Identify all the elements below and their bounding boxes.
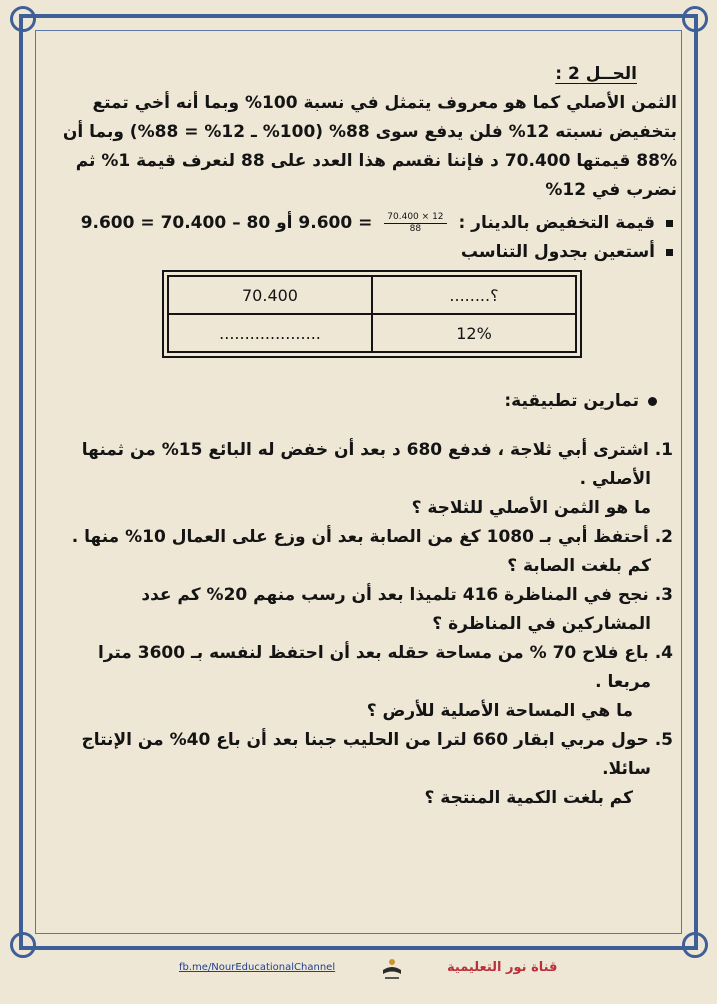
exercise-line: مربعا .	[595, 672, 651, 692]
exercise-line: الأصلي .	[579, 469, 651, 489]
solution-line: 88% قيمتها 70.400 د فإننا نقسم هذا العدد على 88 لنعرف قيمة 1% ثم	[75, 151, 677, 171]
exercise-question: ما هو الثمن الأصلي للثلاجة ؟	[411, 498, 651, 518]
fraction-numerator: 12 × 70.400	[384, 212, 446, 224]
discount-result: = 9.600 أو 80 – 70.400 = 9.600	[80, 213, 373, 233]
exercise-item	[40, 523, 677, 581]
document-body	[40, 60, 677, 813]
table-cell: ؟........	[372, 276, 576, 314]
exercise-line: المشاركين في المناظرة ؟	[432, 614, 651, 634]
corner-ornament	[10, 6, 36, 32]
ratio-hint-text: أستعين بجدول التناسب	[460, 242, 655, 262]
table-cell: ....................	[168, 314, 372, 352]
exercise-line: 3. نجح في المناظرة 416 تلميذا بعد أن رسب منهم 20% كم عدد	[141, 585, 673, 605]
table-cell: 70.400	[168, 276, 372, 314]
exercise-line: 1. اشترى أبي ثلاجة ، فدفع 680 د بعد أن خفض له البائع 15% من ثمنها	[81, 440, 673, 460]
exercises-heading	[40, 387, 661, 416]
fraction-denominator: 88	[409, 223, 422, 234]
facebook-link[interactable]: fb.me/NourEducationalChannel	[179, 962, 336, 973]
corner-ornament	[682, 6, 708, 32]
exercise-line: 4. باع فلاح 70 % من مساحة حقله بعد أن احتفظ لنفسه بـ 3600 مترا	[97, 643, 673, 663]
exercises-heading-text: تمارين تطبيقية:	[504, 391, 639, 411]
channel-logo-icon	[380, 956, 404, 984]
channel-name: قناة نور التعليمية	[447, 960, 558, 975]
exercise-line: 5. حول مربي ابقار 660 لترا من الحليب جبنا بعد أن باع 40% من الإنتاج	[81, 730, 673, 750]
ratio-hint	[40, 238, 677, 267]
table-cell: 12%	[372, 314, 576, 352]
exercise-line: 2. أحتفظ أبي بـ 1080 كغ من الصابة بعد أن وزع على العمال 10% منها .	[71, 527, 673, 547]
corner-ornament	[10, 932, 36, 958]
proportion-table	[167, 275, 577, 353]
discount-calculation	[40, 209, 677, 238]
exercise-question: ما هي المساحة الأصلية للأرض ؟	[366, 701, 633, 721]
fraction	[384, 212, 446, 235]
table-row	[168, 314, 576, 352]
exercise-item	[40, 726, 677, 813]
exercise-line: سائلا.	[602, 759, 651, 779]
solution-heading: الحــل 2 :	[555, 64, 637, 84]
corner-ornament	[682, 932, 708, 958]
solution-line: الثمن الأصلي كما هو معروف يتمثل في نسبة 100% وبما أنه أخي تمتع	[92, 93, 677, 113]
exercise-item	[40, 581, 677, 639]
exercise-item	[40, 639, 677, 726]
table-row	[168, 276, 576, 314]
exercise-question: كم بلغت الصابة ؟	[507, 556, 651, 576]
exercise-item	[40, 436, 677, 523]
exercise-question: كم بلغت الكمية المنتجة ؟	[424, 788, 633, 808]
solution-line: نضرب في 12%	[545, 180, 677, 200]
discount-label: قيمة التخفيض بالدينار :	[458, 213, 655, 233]
solution-line: بتخفيض نسبته 12% فلن يدفع سوى 88% (100% ـ 12% = 88%) وبما أن	[62, 122, 677, 142]
